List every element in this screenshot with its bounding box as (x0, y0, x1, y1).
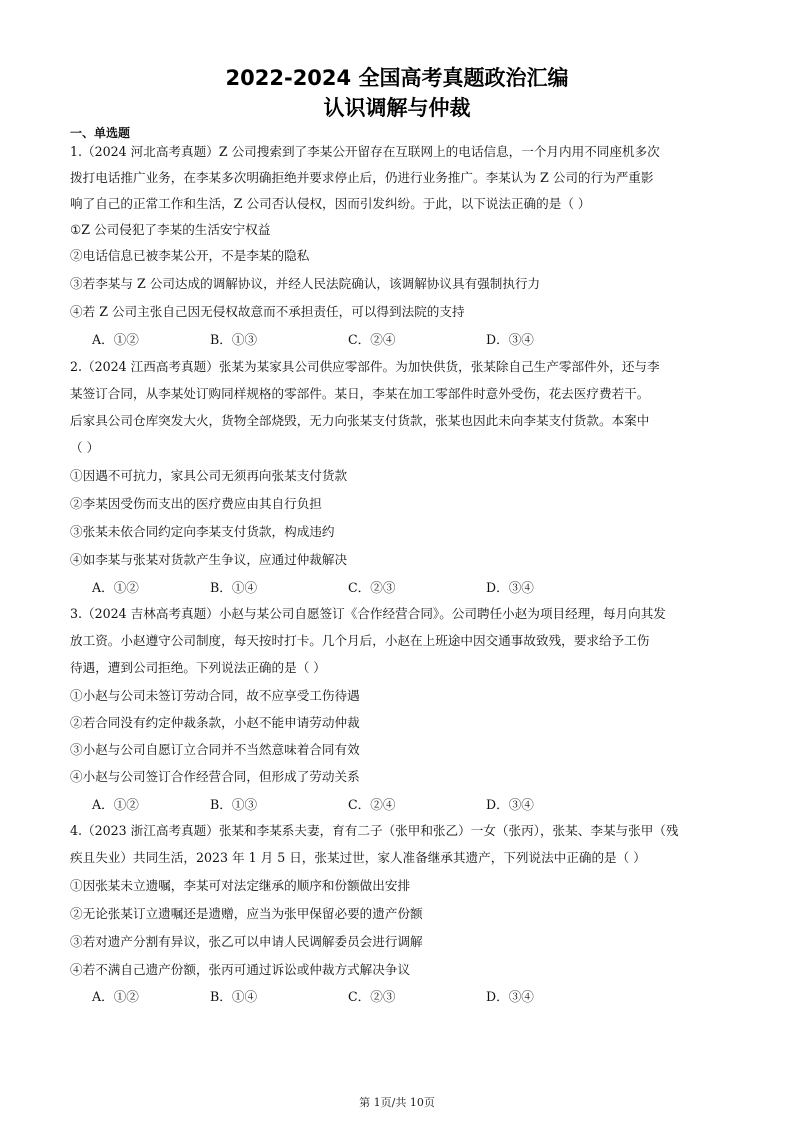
question-3-stem-line: 待遇，遭到公司拒绝。下列说法正确的是（ ） (70, 660, 326, 675)
question-2-statement: ④如李某与张某对货款产生争议，应通过仲裁解决 (70, 552, 348, 567)
document-subtitle: 认识调解与仲裁 (323, 96, 471, 120)
question-2-option-b[interactable]: B．①④ (210, 580, 258, 595)
question-2-stem-line: 后家具公司仓库突发大火，货物全部烧毁，无力向张某支付货款，张某也因此未向李某支付货款。本案中 (70, 413, 650, 428)
question-2-statement: ③张某未依合同约定向李某支付货款，构成违约 (70, 524, 335, 539)
question-2-stem-line: 某签订合同，从李某处订购同样规格的零部件。某日，李某在加工零部件时意外受伤，花去医疗费若干。 (70, 386, 650, 401)
question-2-option-a[interactable]: A．①② (92, 580, 139, 595)
question-2-statement: ①因遇不可抗力，家具公司无须再向张某支付货款 (70, 468, 348, 483)
question-3-statement: ③小赵与公司自愿订立合同并不当然意味着合同有效 (70, 742, 360, 757)
question-4-statement: ②无论张某订立遗嘱还是遗赠，应当为张甲保留必要的遗产份额 (70, 906, 423, 921)
question-2-option-d[interactable]: D．③④ (486, 580, 534, 595)
question-2-statement: ②李某因受伤而支出的医疗费应由其自行负担 (70, 496, 322, 511)
question-3-option-a[interactable]: A．①② (92, 797, 139, 812)
question-1-stem-line: 响了自己的正常工作和生活，Z 公司否认侵权，因而引发纠纷。于此，以下说法正确的是（ ） (70, 196, 591, 211)
section-heading: 一、单选题 (70, 126, 131, 140)
question-4-option-c[interactable]: C．②③ (348, 989, 396, 1004)
question-4-stem-line: 4.（2023 浙江高考真题）张某和李某系夫妻，育有二子（张甲和张乙）一女（张丙），张某、李某与张甲（残 (70, 823, 679, 838)
question-4-statement: ①因张某未立遗嘱，李某可对法定继承的顺序和份额做出安排 (70, 878, 411, 893)
question-1-statement: ①Z 公司侵犯了李某的生活安宁权益 (70, 222, 271, 237)
question-4-statement: ③若对遗产分割有异议，张乙可以申请人民调解委员会进行调解 (70, 934, 423, 949)
question-4-option-d[interactable]: D．③④ (486, 989, 534, 1004)
question-4-statement: ④若不满自己遗产份额，张丙可通过诉讼或仲裁方式解决争议 (70, 962, 411, 977)
question-3-option-b[interactable]: B．①③ (210, 797, 258, 812)
question-3-stem-line: 放工资。小赵遵守公司制度，每天按时打卡。几个月后，小赵在上班途中因交通事故致残，要求给予工伤 (70, 633, 650, 648)
question-4-option-a[interactable]: A．①② (92, 989, 139, 1004)
question-1-statement: ③若李某与 Z 公司达成的调解协议，并经人民法院确认，该调解协议具有强制执行力 (70, 276, 541, 291)
question-3-statement: ②若合同没有约定仲裁条款，小赵不能申请劳动仲裁 (70, 715, 360, 730)
question-1-option-b[interactable]: B．①③ (210, 332, 258, 347)
question-1-option-c[interactable]: C．②④ (348, 332, 396, 347)
question-1-statement: ②电话信息已被李某公开，不是李某的隐私 (70, 248, 310, 263)
question-1-statement: ④若 Z 公司主张自己因无侵权故意而不承担责任，可以得到法院的支持 (70, 304, 465, 319)
question-4-stem-line: 疾且失业）共同生活，2023 年 1 月 5 日，张某过世，家人准备继承其遗产，下列说法中正确的是（ ） (70, 850, 646, 865)
question-3-option-d[interactable]: D．③④ (486, 797, 534, 812)
question-4-option-b[interactable]: B．①④ (210, 989, 258, 1004)
question-3-statement: ④小赵与公司签订合作经营合同，但形成了劳动关系 (70, 769, 360, 784)
question-1-option-a[interactable]: A．①② (92, 332, 139, 347)
question-3-statement: ①小赵与公司未签订劳动合同，故不应享受工伤待遇 (70, 688, 360, 703)
question-2-stem-line: （ ） (70, 440, 100, 455)
page-footer: 第 1页/共 10页 (359, 1096, 435, 1109)
document-title: 2022-2024 全国高考真题政治汇编 (225, 66, 569, 90)
question-1-stem-line: 1.（2024 河北高考真题）Z 公司搜索到了李某公开留存在互联网上的电话信息，一个月内用不同座机多次 (70, 144, 660, 159)
question-2-stem-line: 2.（2024 江西高考真题）张某为某家具公司供应零部件。为加快供货，张某除自己生产零部件外，还与李 (70, 359, 660, 374)
question-1-option-d[interactable]: D．③④ (486, 332, 534, 347)
question-3-option-c[interactable]: C．②④ (348, 797, 396, 812)
question-3-stem-line: 3.（2024 吉林高考真题）小赵与某公司自愿签订《合作经营合同》。公司聘任小赵为项目经理，每月向其发 (70, 606, 666, 621)
question-1-stem-line: 拨打电话推广业务，在李某多次明确拒绝并要求停止后，仍进行业务推广。李某认为 Z 公司的行为严重影 (70, 170, 654, 185)
question-2-option-c[interactable]: C．②③ (348, 580, 396, 595)
